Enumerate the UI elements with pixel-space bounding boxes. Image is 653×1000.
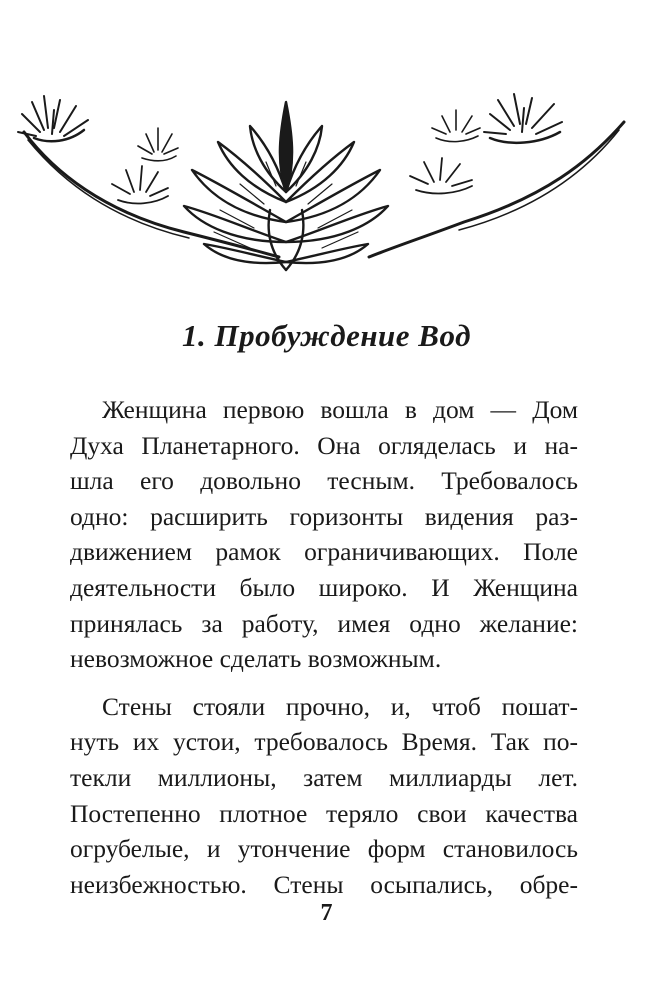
text-line: неизбежностью. Стены осыпались, обре- [70,869,578,899]
text-line: Женщина первою вошла в дом — Дом [102,395,578,424]
text-line: Духа Планетарного. Она огляделась и на- [70,430,578,460]
body-text [70,392,578,914]
lotus-ornament-icon [14,92,634,282]
text-line: огрубелые, и утончение форм становилось [70,834,578,864]
chapter-title: 1. Пробуждение Вод [182,318,471,353]
text-line: одно: расширить горизонты видения раз- [70,501,578,531]
text-line: нуть их устои, требовалось Время. Так по- [70,727,578,757]
text-line: шла его довольно тесным. Требовалось [70,466,578,496]
text-line: деятельности было широко. И Женщина [70,572,578,602]
text-line: невозможное сделать возможным. [70,644,442,674]
paragraph [70,689,578,903]
page-number: 7 [320,900,333,926]
text-line: принялась за работу, имея одно желание: [70,608,578,638]
text-line: движением рамок ограничивающих. Поле [70,537,578,567]
text-line: Стены стояли прочно, и, чтоб пошат- [102,691,578,721]
paragraph [70,392,578,677]
text-line: текли миллионы, затем миллиарды лет. [70,762,578,792]
text-line: Постепенно плотное теряло свои качества [70,798,578,828]
